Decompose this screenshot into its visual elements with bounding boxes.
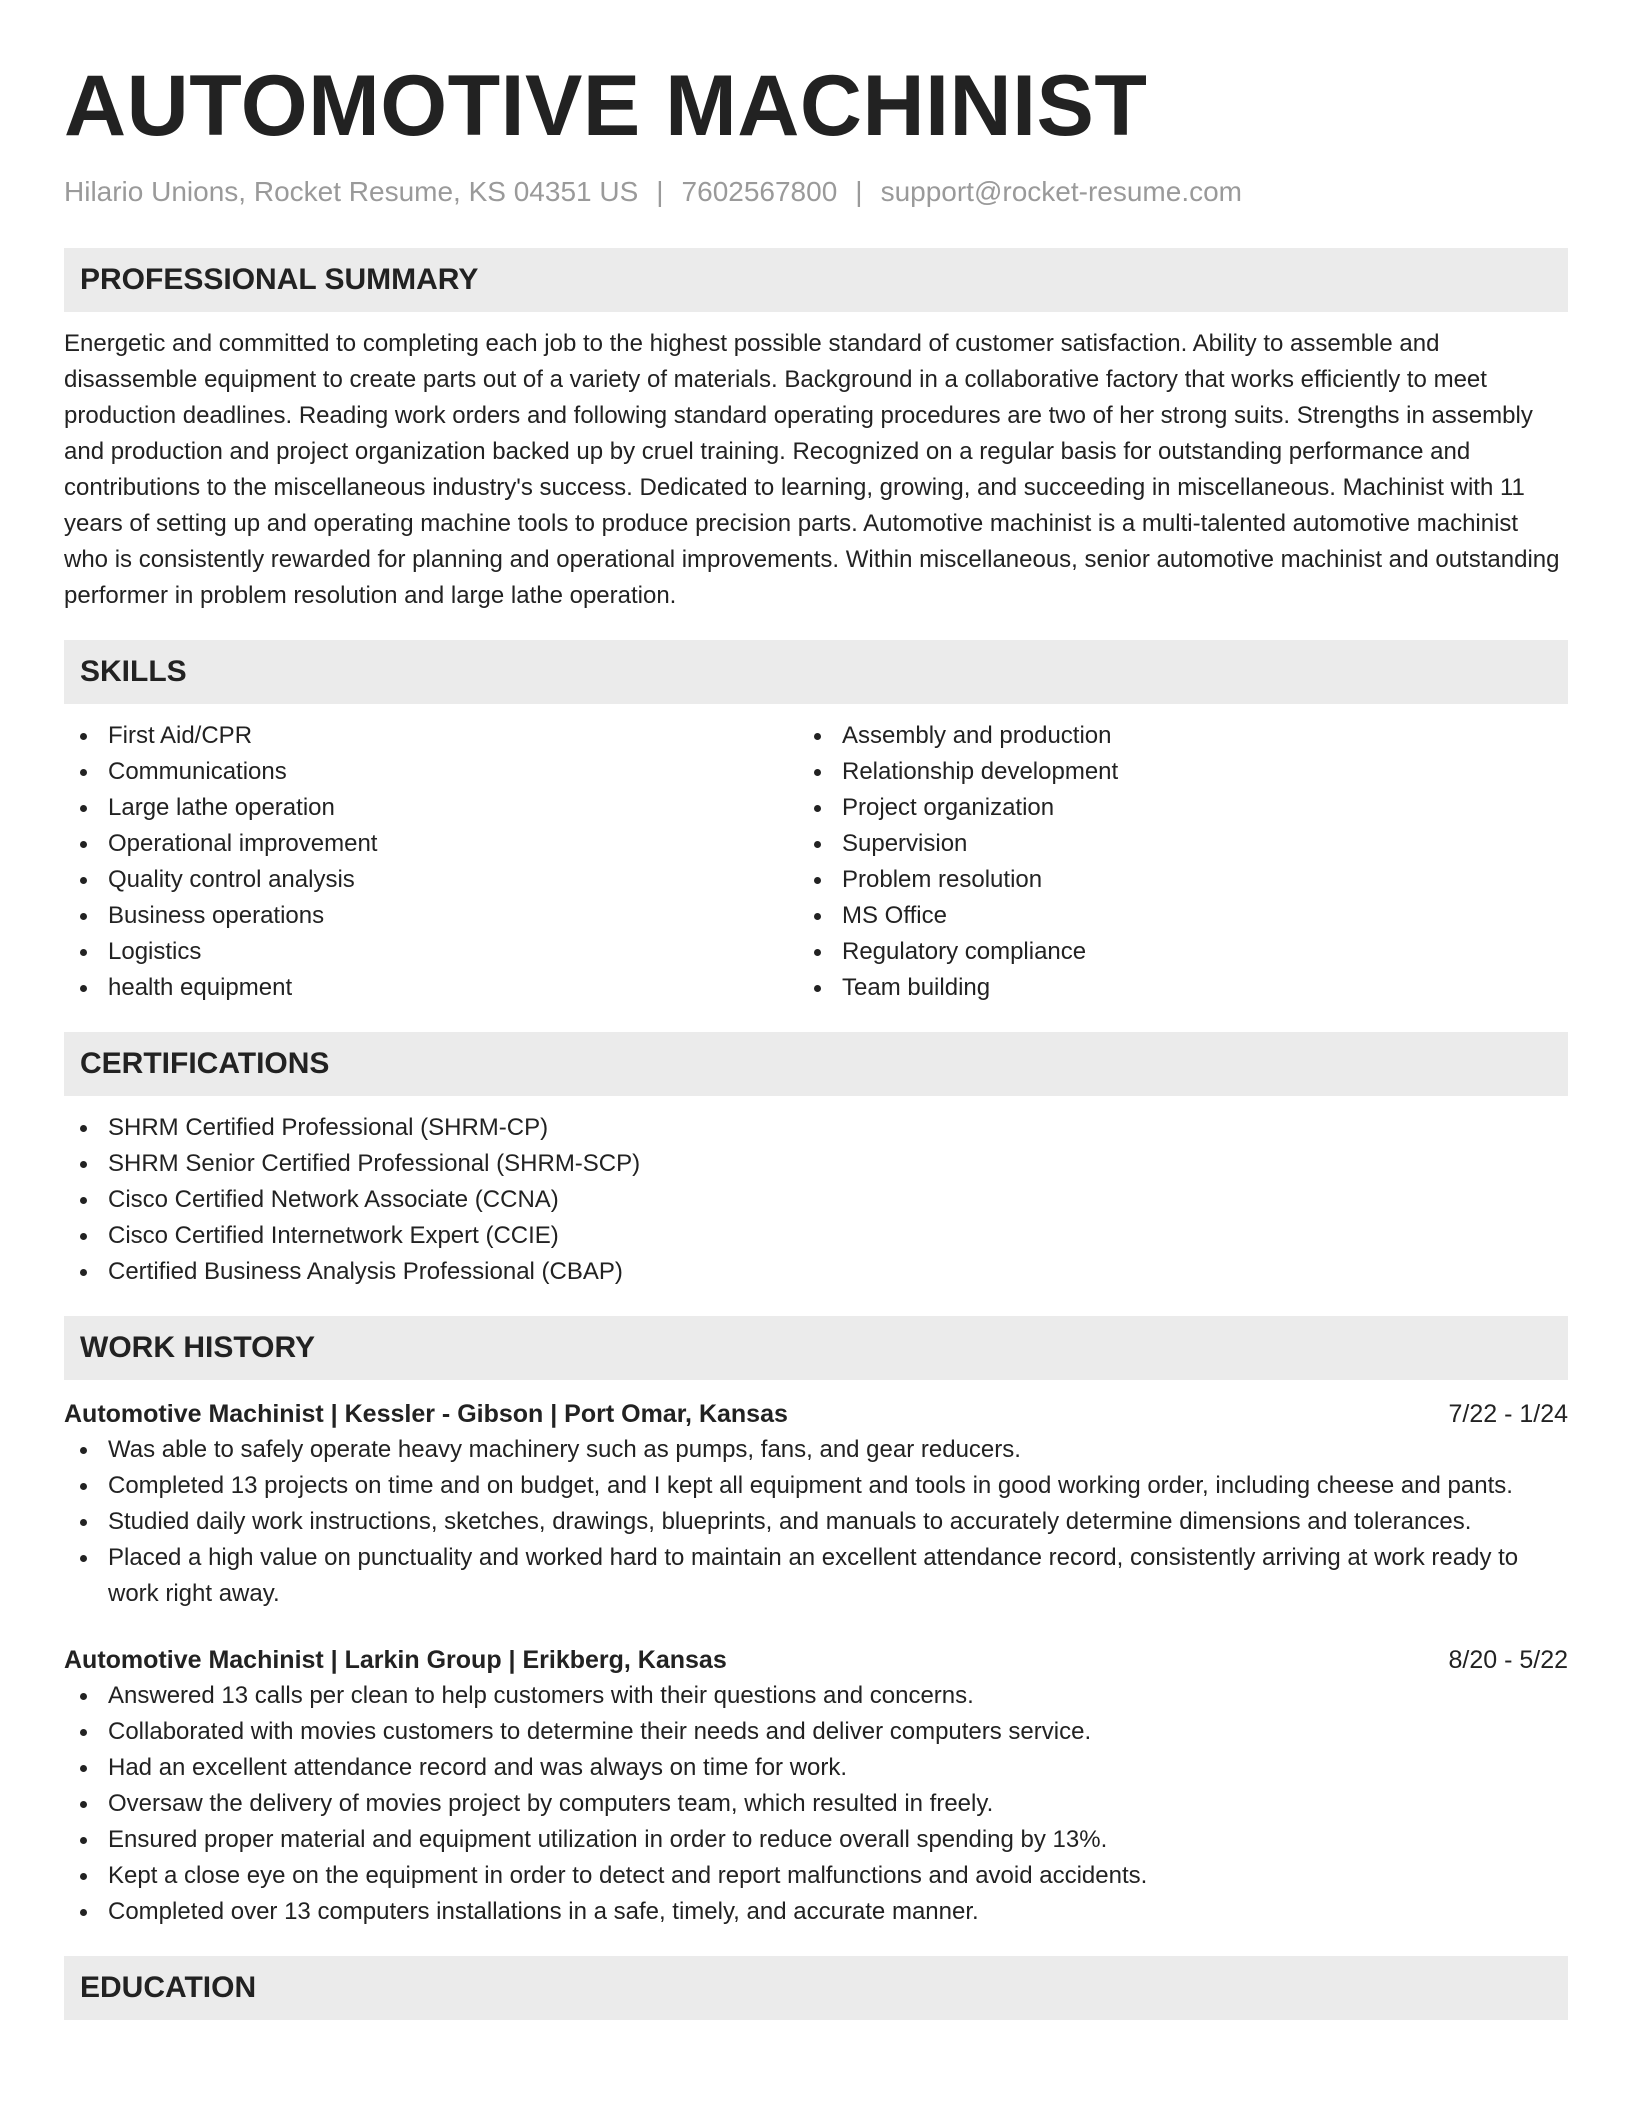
skill-item: Business operations — [64, 898, 798, 934]
certification-item: SHRM Certified Professional (SHRM-CP) — [64, 1110, 1568, 1146]
contact-separator: | — [656, 176, 664, 207]
certifications-heading: CERTIFICATIONS — [64, 1032, 1568, 1096]
work-history-heading: WORK HISTORY — [64, 1316, 1568, 1380]
skills-heading: SKILLS — [64, 640, 1568, 704]
job-title: Automotive Machinist | Larkin Group | Erikberg, Kansas — [64, 1646, 727, 1674]
job-bullet: Studied daily work instructions, sketches, drawings, blueprints, and manuals to accurately determine dimensions and tolerances. — [64, 1504, 1568, 1540]
skill-item: health equipment — [64, 970, 798, 1006]
resume-name: AUTOMOTIVE MACHINIST — [64, 58, 1148, 154]
certification-item: SHRM Senior Certified Professional (SHRM-SCP) — [64, 1146, 1568, 1182]
skill-item: Large lathe operation — [64, 790, 798, 826]
job-bullet: Oversaw the delivery of movies project by computers team, which resulted in freely. — [64, 1786, 1568, 1822]
skills-grid — [64, 718, 1568, 1006]
summary-text: Energetic and committed to completing each job to the highest possible standard of customer satisfaction. Ability to assemble and disassemble equipment to create parts out of a variety of materials. Background in a collaborative factory that works efficiently to meet production deadlines. Reading work orders and following standard operating procedures are two of her strong suits. Strengths in assembly and production and project organization backed up by cruel training. Recognized on a regular basis for outstanding performance and contributions to the miscellaneous industry's success. Dedicated to learning, growing, and succeeding in miscellaneous. Machinist with 11 years of setting up and operating machine tools to produce precision parts. Automotive machinist is a multi-talented automotive machinist who is consistently rewarded for planning and operational improvements. Within miscellaneous, senior automotive machinist and outstanding performer in problem resolution and large lathe operation. — [64, 330, 1560, 609]
skill-item: Relationship development — [798, 754, 1498, 790]
certification-item: Certified Business Analysis Professional (CBAP) — [64, 1254, 1568, 1290]
job-bullet: Completed 13 projects on time and on budget, and I kept all equipment and tools in good working order, including cheese and pants. — [64, 1468, 1568, 1504]
job-bullet: Collaborated with movies customers to determine their needs and deliver computers service. — [64, 1714, 1568, 1750]
certification-item: Cisco Certified Network Associate (CCNA) — [64, 1182, 1568, 1218]
job-header — [64, 1396, 1568, 1432]
contact-phone: 7602567800 — [681, 176, 838, 207]
job-bullet: Was able to safely operate heavy machinery such as pumps, fans, and gear reducers. — [64, 1432, 1568, 1468]
job-bullet: Completed over 13 computers installations in a safe, timely, and accurate manner. — [64, 1894, 1568, 1930]
job-dates: 8/20 - 5/22 — [1448, 1646, 1568, 1674]
skill-item: Assembly and production — [798, 718, 1498, 754]
job-bullet: Answered 13 calls per clean to help customers with their questions and concerns. — [64, 1678, 1568, 1714]
skill-item: MS Office — [798, 898, 1498, 934]
job-bullets — [64, 1678, 1568, 1930]
skill-item: Problem resolution — [798, 862, 1498, 898]
skill-item: Project organization — [798, 790, 1498, 826]
certifications-list — [64, 1110, 1568, 1290]
job-title: Automotive Machinist | Kessler - Gibson | Port Omar, Kansas — [64, 1400, 788, 1428]
skill-item: Communications — [64, 754, 798, 790]
skill-item: Logistics — [64, 934, 798, 970]
skill-item: First Aid/CPR — [64, 718, 798, 754]
skills-left-list — [64, 718, 798, 1006]
summary-heading: PROFESSIONAL SUMMARY — [64, 248, 1568, 312]
skill-item: Operational improvement — [64, 826, 798, 862]
job-dates: 7/22 - 1/24 — [1448, 1400, 1568, 1428]
contact-address: Hilario Unions, Rocket Resume, KS 04351 US — [64, 176, 639, 207]
job-bullet: Placed a high value on punctuality and worked hard to maintain an excellent attendance record, consistently arriving at work ready to work right away. — [64, 1540, 1568, 1612]
job-header — [64, 1642, 1568, 1678]
skill-item: Supervision — [798, 826, 1498, 862]
contact-email: support@rocket-resume.com — [880, 176, 1242, 207]
education-heading: EDUCATION — [64, 1956, 1568, 2020]
skill-item: Regulatory compliance — [798, 934, 1498, 970]
skills-right-list — [798, 718, 1498, 1006]
contact-separator: | — [855, 176, 863, 207]
job-bullet: Kept a close eye on the equipment in order to detect and report malfunctions and avoid accidents. — [64, 1858, 1568, 1894]
contact-line — [64, 174, 1568, 210]
certification-item: Cisco Certified Internetwork Expert (CCIE) — [64, 1218, 1568, 1254]
job-bullet: Had an excellent attendance record and was always on time for work. — [64, 1750, 1568, 1786]
job-bullets — [64, 1432, 1568, 1612]
skill-item: Quality control analysis — [64, 862, 798, 898]
skill-item: Team building — [798, 970, 1498, 1006]
job-bullet: Ensured proper material and equipment utilization in order to reduce overall spending by 13%. — [64, 1822, 1568, 1858]
